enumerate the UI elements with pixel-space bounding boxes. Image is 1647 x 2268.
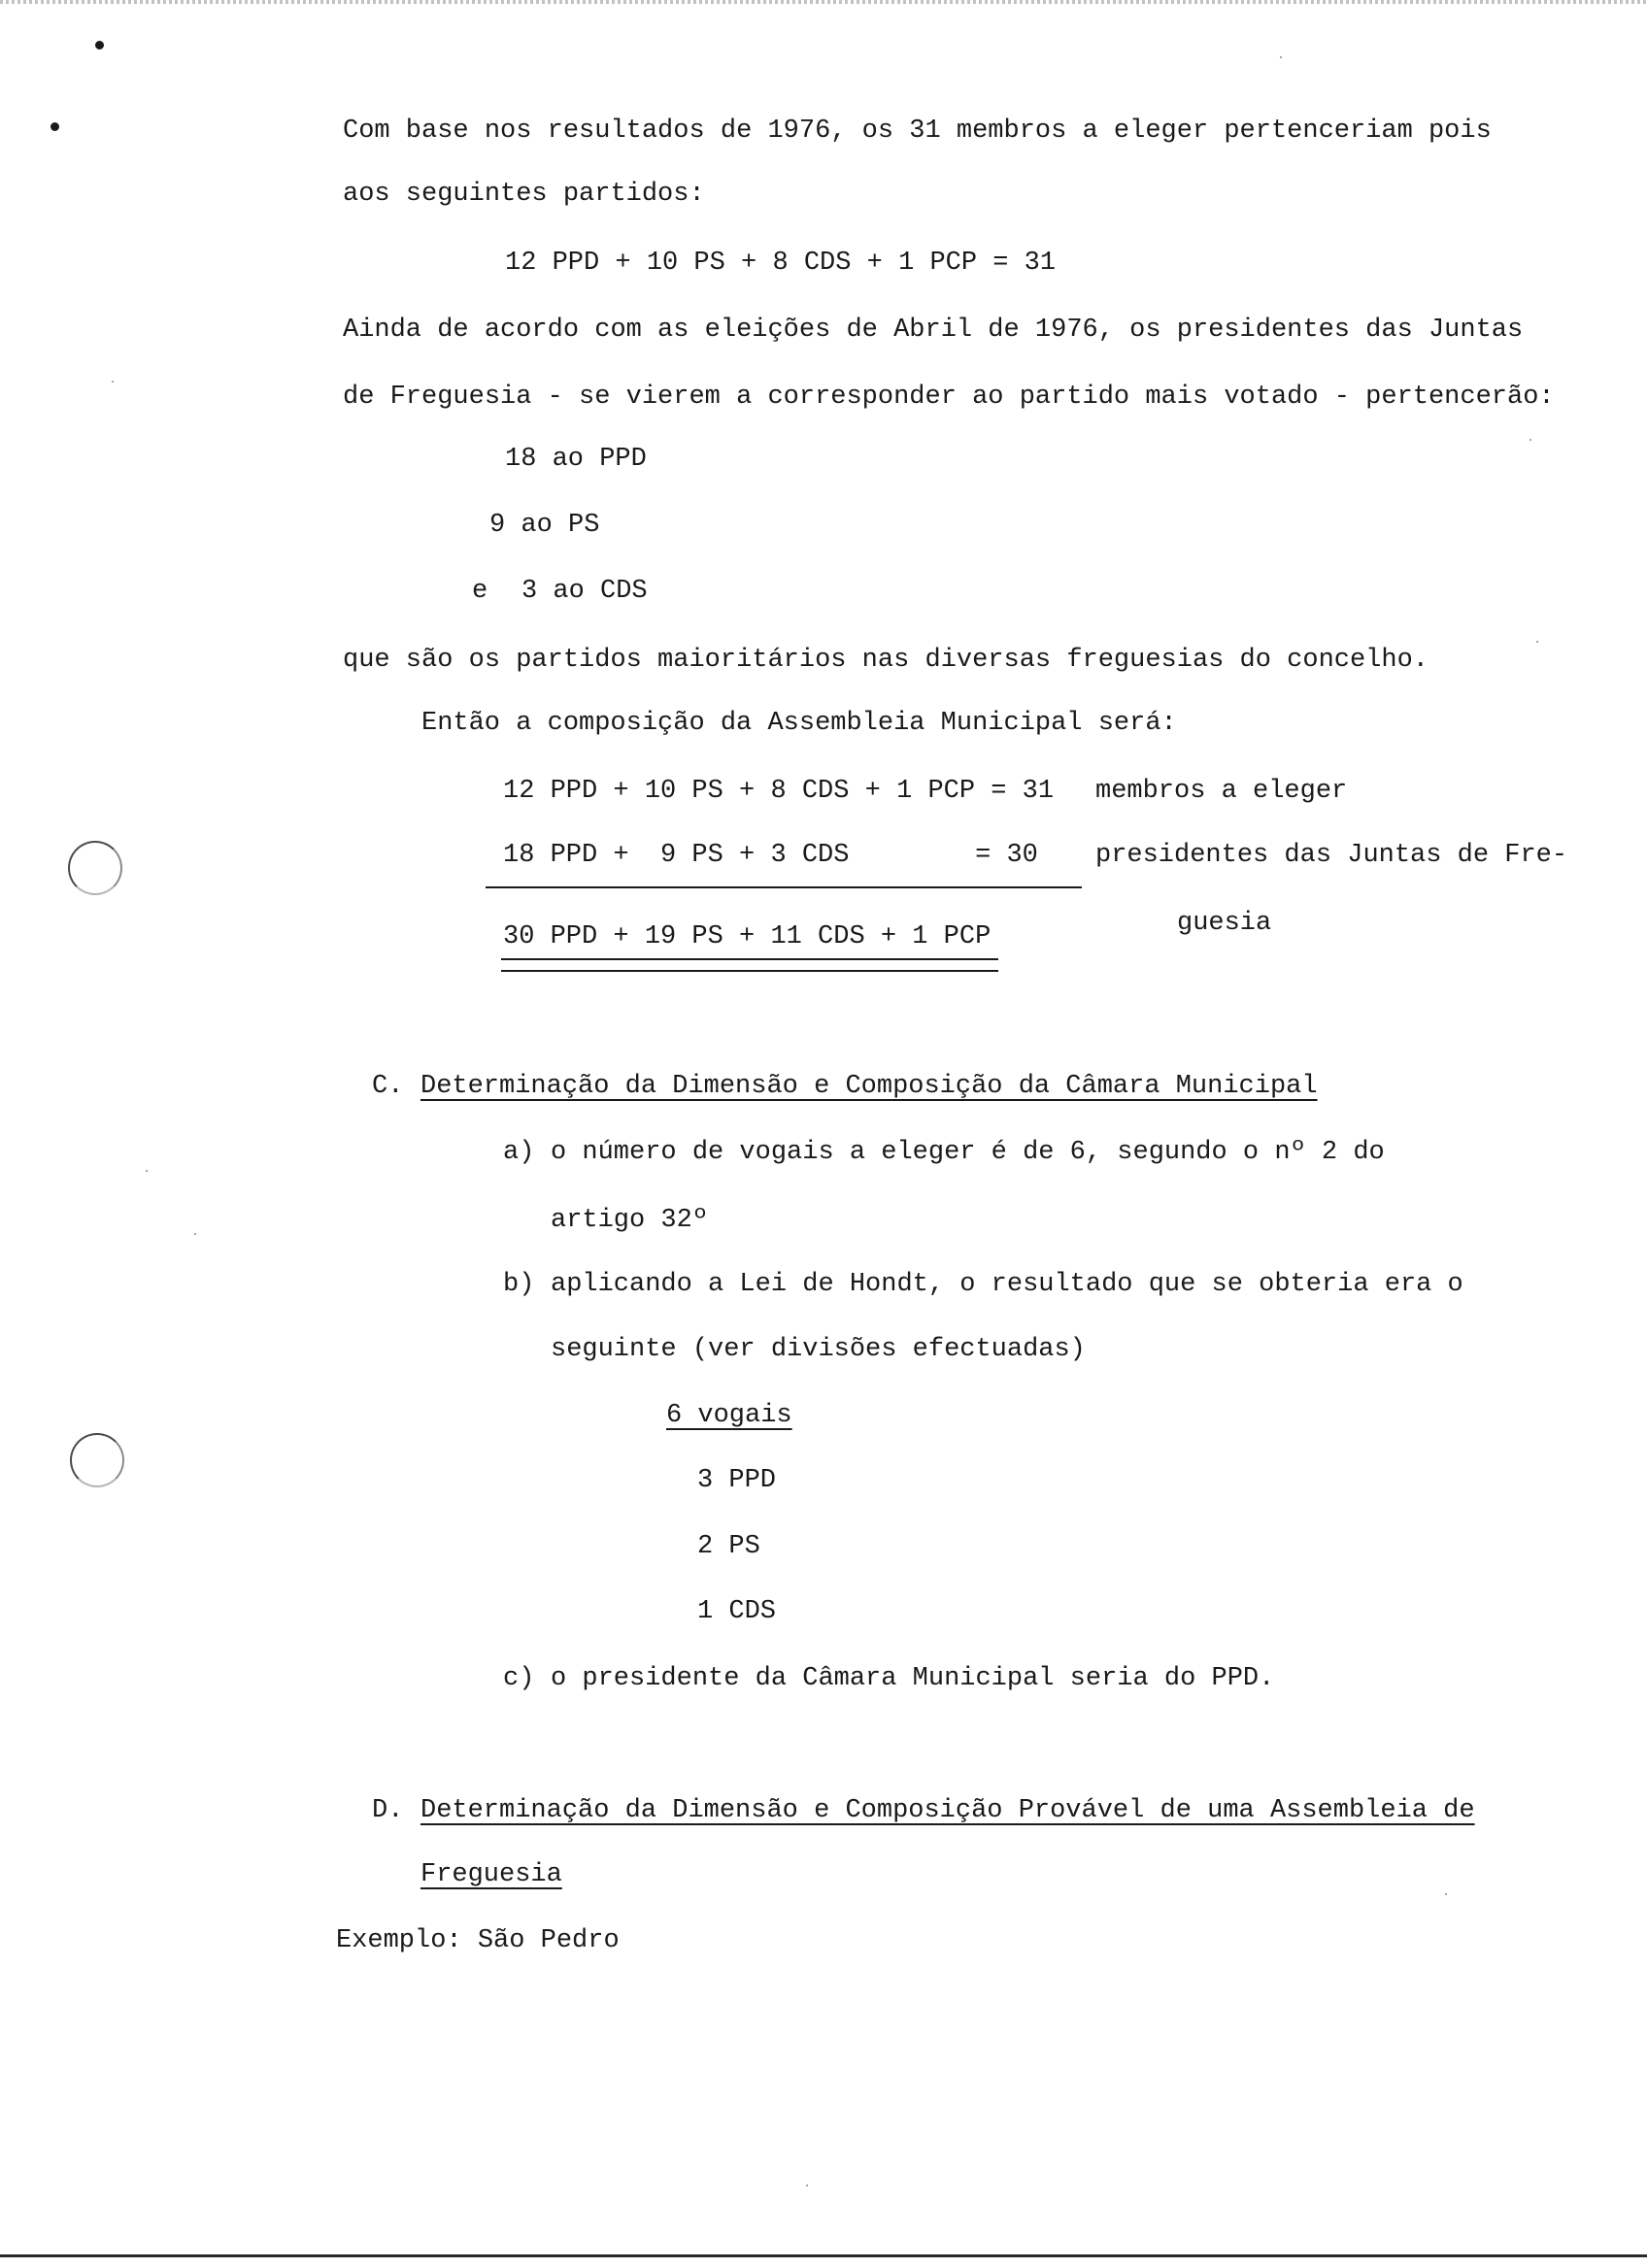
sum-rule	[486, 886, 1082, 888]
intro-line-1: Com base nos resultados de 1976, os 31 membros a eleger pertenceriam pois	[343, 117, 1492, 146]
assembleia-total: 30 PPD + 19 PS + 11 CDS + 1 PCP	[503, 922, 992, 951]
item-a-line-1: o número de vogais a eleger é de 6, segundo o nº 2 do	[551, 1138, 1385, 1167]
intro-line-2: aos seguintes partidos:	[343, 180, 705, 209]
total-underline-1	[501, 958, 998, 960]
scan-speck	[1280, 56, 1282, 58]
juntas-conjunction: e	[472, 577, 488, 606]
scan-bottom-edge	[0, 2254, 1647, 2257]
scan-speck	[112, 381, 114, 383]
item-b-label: b)	[503, 1270, 535, 1299]
punch-hole	[68, 841, 122, 895]
scan-speck	[1445, 1893, 1447, 1895]
section-d-title-line-2: Freguesia	[420, 1860, 562, 1889]
scan-speck	[1529, 439, 1531, 441]
assembleia-row-1-desc: membros a eleger	[1095, 777, 1348, 806]
assembleia-row-2-desc: presidentes das Juntas de Fre-	[1095, 841, 1568, 870]
punch-hole	[70, 1433, 124, 1487]
scan-speck	[1536, 641, 1538, 643]
scan-speck	[194, 1233, 196, 1235]
juntas-item-ps: 9 ao PS	[489, 511, 600, 540]
item-a-line-2: artigo 32º	[551, 1206, 709, 1235]
margin-dot	[95, 41, 104, 50]
assembleia-row-1-eq: 12 PPD + 10 PS + 8 CDS + 1 PCP = 31	[503, 777, 1055, 806]
vogais-header: 6 vogais	[666, 1401, 792, 1430]
total-underline-2	[501, 970, 998, 972]
juntas-line-2: de Freguesia - se vierem a corresponder ao partido mais votado - pertencerão:	[343, 383, 1555, 412]
section-c-title: Determinação da Dimensão e Composição da Câmara Municipal	[420, 1072, 1318, 1101]
section-c-label: C.	[372, 1072, 404, 1101]
example-line: Exemplo: São Pedro	[336, 1926, 620, 1955]
vogais-cds: 1 CDS	[697, 1597, 777, 1626]
item-b-line-1: aplicando a Lei de Hondt, o resultado que se obteria era o	[551, 1270, 1463, 1299]
section-d-label: D.	[372, 1796, 404, 1825]
juntas-line-1: Ainda de acordo com as eleições de Abril de 1976, os presidentes das Juntas	[343, 316, 1524, 345]
scan-speck	[146, 1170, 148, 1172]
assembleia-intro: Então a composição da Assembleia Municipal será:	[421, 709, 1177, 738]
juntas-item-ppd: 18 ao PPD	[505, 445, 647, 474]
juntas-item-cds: 3 ao CDS	[521, 577, 648, 606]
section-d-title-line-1: Determinação da Dimensão e Composição Provável de uma Assembleia de	[420, 1796, 1475, 1825]
vogais-ps: 2 PS	[697, 1532, 760, 1561]
margin-dot	[50, 122, 59, 131]
vogais-ppd: 3 PPD	[697, 1466, 777, 1495]
item-a-label: a)	[503, 1138, 535, 1167]
assembleia-row-2-desc-cont: guesia	[1177, 909, 1272, 938]
item-c-label: c)	[503, 1664, 535, 1693]
assembleia-row-2-eq: 18 PPD + 9 PS + 3 CDS = 30	[503, 841, 1038, 870]
intro-equation: 12 PPD + 10 PS + 8 CDS + 1 PCP = 31	[505, 249, 1057, 278]
item-c-text: o presidente da Câmara Municipal seria do PPD.	[551, 1664, 1275, 1693]
scan-speck	[806, 2185, 808, 2186]
item-b-line-2: seguinte (ver divisões efectuadas)	[551, 1335, 1086, 1364]
scan-top-edge	[0, 0, 1647, 4]
juntas-closing: que são os partidos maioritários nas diversas freguesias do concelho.	[343, 646, 1429, 675]
